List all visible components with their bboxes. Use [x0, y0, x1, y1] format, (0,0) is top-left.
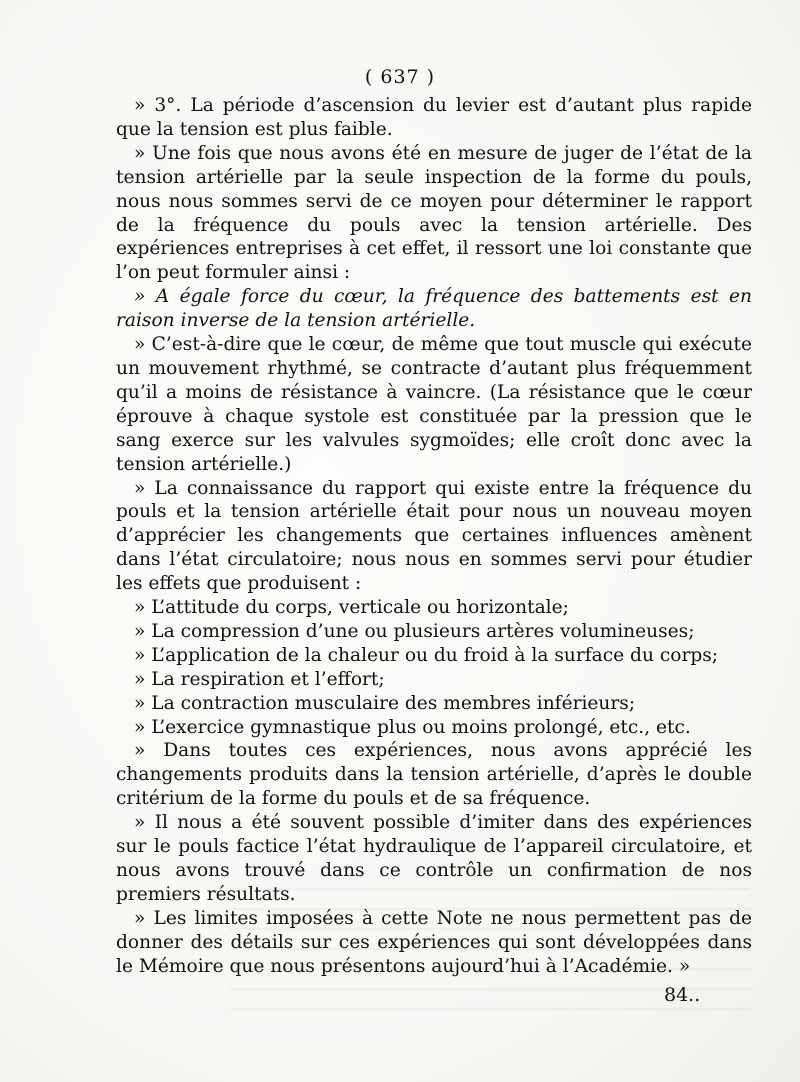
list-item: » La contraction musculaire des membres inférieurs;: [134, 692, 636, 714]
paragraph-point-3: » 3°. La période d’ascension du levier est d’autant plus rapide que la tension est plus faible.: [116, 95, 752, 140]
list-item: » L’exercice gymnastique plus ou moins prolongé, etc., etc.: [134, 716, 691, 738]
paragraph-imitation: » Il nous a été souvent possible d’imiter dans des expériences sur le pouls factice l’état hydraulique de l’appareil circulatoire, et nous avons trouvé dans ce contrôle un confirmation de nos premiers résultats.: [116, 812, 752, 905]
paragraph-results: » Dans toutes ces expériences, nous avons apprécié les changements produits dans la tension artérielle, d’après le double critérium de la forme du pouls et de sa fréquence.: [116, 740, 752, 810]
list-item: » L’attitude du corps, verticale ou horizontale;: [134, 597, 569, 619]
list-item: » La respiration et l’effort;: [134, 668, 385, 690]
page-number: ( 637 ): [364, 66, 436, 88]
list-item: » L’application de la chaleur ou du froid à la surface du corps;: [134, 644, 719, 666]
signature-mark: 84..: [664, 984, 701, 1006]
paragraph-explanation: » C’est-à-dire que le cœur, de même que tout muscle qui exécute un mouvement rhythmé, se contracte d’autant plus fréquemment qu’il a moins de résistance à vaincre. (La résistance que le cœur éprouve à chaque systole est constituée par la pression que le sang exerce sur les valvules sygmoïdes; elle croît donc avec la tension artérielle.): [116, 334, 752, 475]
list-item: » La compression d’une ou plusieurs artères volumineuses;: [134, 620, 695, 642]
paragraph-influences-intro: » La connaissance du rapport qui existe entre la fréquence du pouls et la tension artérielle était pour nous un nouveau moyen d’apprécier les changements que certaines influences amènent dans l’état circulatoire; nous nous en sommes servi pour étudier les effets que produisent :: [116, 477, 752, 595]
paragraph-law: » A égale force du cœur, la fréquence des battements est en raison inverse de la tension artérielle.: [116, 286, 752, 332]
paragraph-method: » Une fois que nous avons été en mesure de juger de l’état de la tension artérielle par la seule inspection de la forme du pouls, nous nous sommes servi de ce moyen pour déterminer le rapport de la fréquence du pouls avec la tension artérielle. Des expériences entreprises à cet effet, il ressort une loi constante que l’on peut formuler ainsi :: [116, 142, 752, 284]
body-text: [116, 94, 752, 979]
paragraph-conclusion: » Les limites imposées à cette Note ne nous permettent pas de donner des détails sur ces expériences qui sont développées dans le Mémoire que nous présentons aujourd’hui à l’Académie. »: [116, 907, 752, 977]
